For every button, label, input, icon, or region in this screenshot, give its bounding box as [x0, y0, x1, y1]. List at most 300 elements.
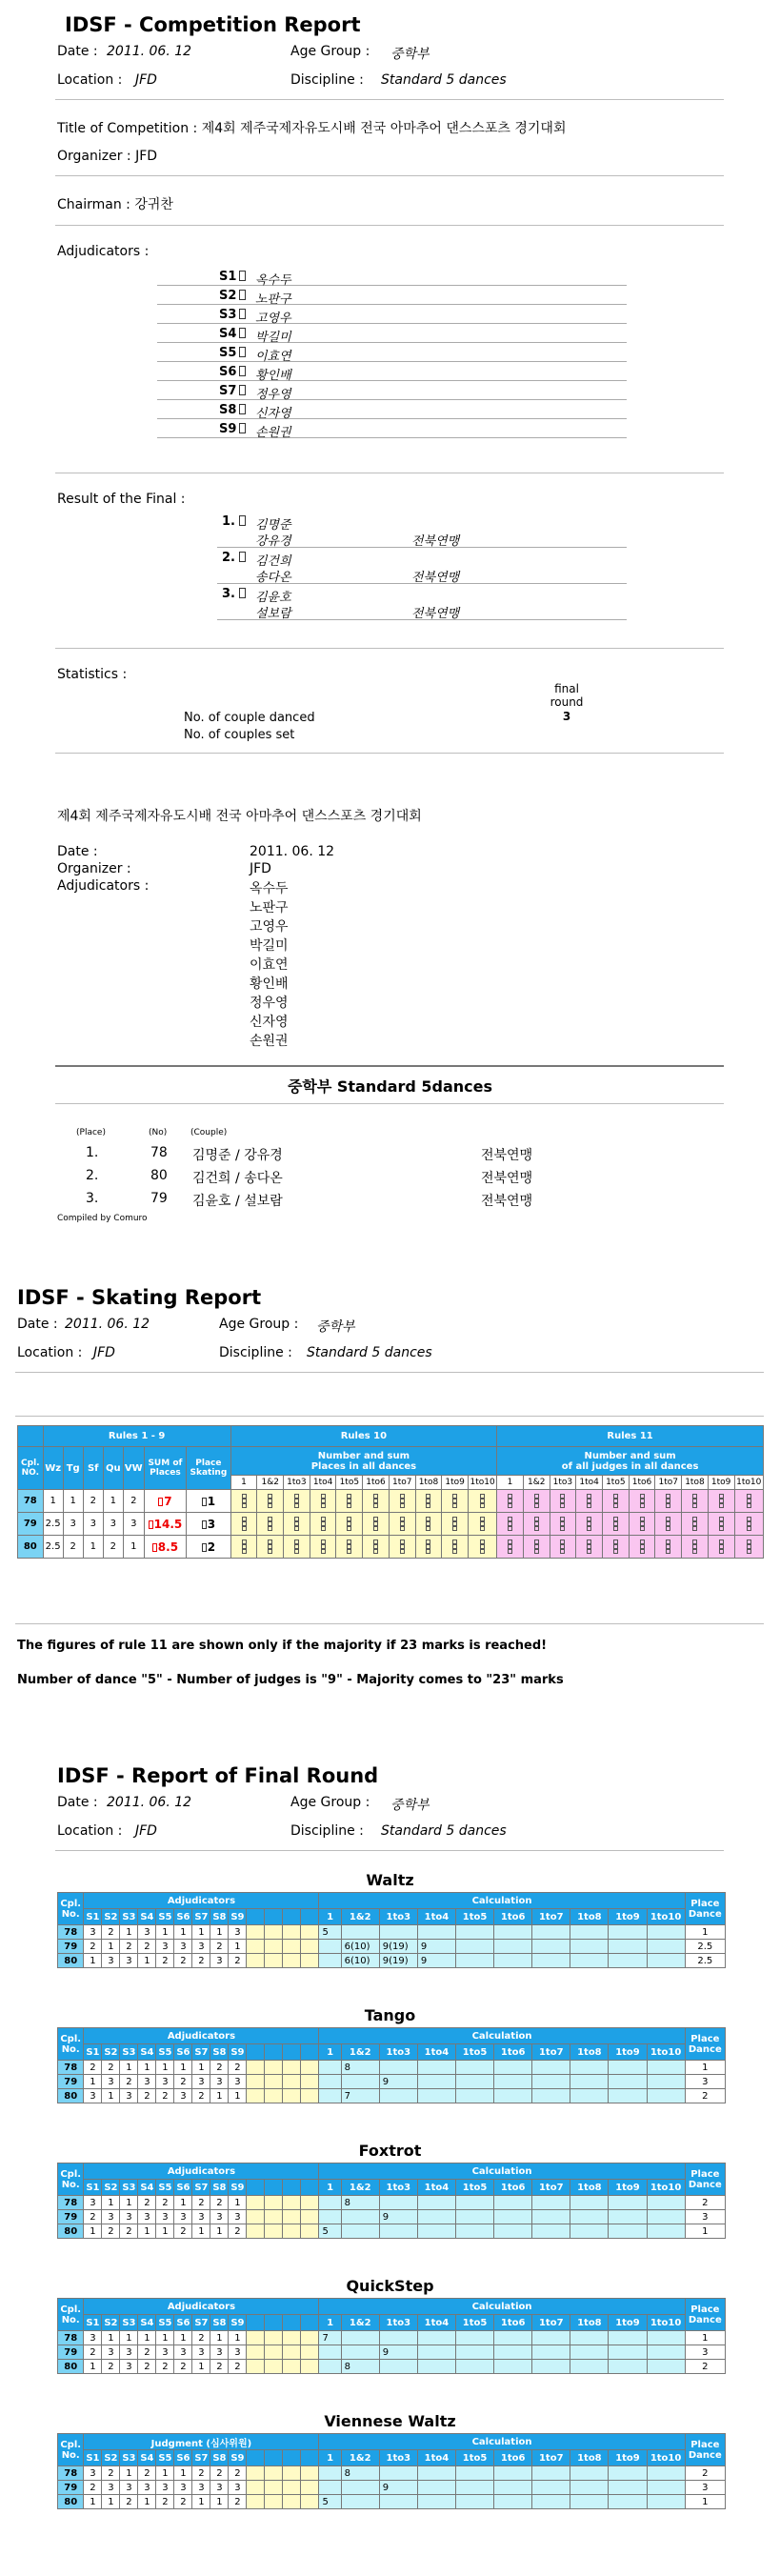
adjudicator-row [157, 327, 627, 343]
table-cell [247, 2331, 265, 2345]
table-cell: VW [123, 1447, 144, 1490]
adjudicator-name: 황인배 [255, 369, 291, 383]
majority-note: Number of dance "5" - Number of judges is "9" - Majority comes to "23" marks [17, 1673, 564, 1687]
table-cell [336, 1490, 363, 1513]
table-cell [570, 1954, 609, 1968]
dance-table [57, 2298, 726, 2374]
adjudicator-code-text: S6 [219, 365, 237, 379]
table-cell [144, 1536, 186, 1559]
table-cell [283, 2360, 301, 2374]
table-cell [647, 2075, 685, 2089]
table-cell [301, 1954, 319, 1968]
table-cell [283, 2061, 301, 2075]
table-cell [682, 1513, 709, 1536]
table-cell: 1to7 [532, 2450, 570, 2466]
placeholder-box-icon [321, 1549, 326, 1554]
table-cell [609, 2089, 647, 2103]
table-row [18, 1490, 764, 1513]
summary-club: 전북연맹 [481, 1194, 533, 1209]
table-cell: 2 [84, 2210, 102, 2224]
table-header-row [58, 2044, 726, 2061]
table-cell: Place Dance [685, 2028, 725, 2061]
adjudicator-code [219, 403, 257, 417]
summary-adjudicators-label: Adjudicators : [57, 878, 150, 894]
adjudicator-code [219, 289, 257, 303]
divider [55, 1850, 724, 1851]
table-cell: 1 [685, 2495, 725, 2509]
table-cell: 2 [685, 2089, 725, 2103]
checkbox-icon [202, 1543, 207, 1552]
table-cell: 2 [210, 2360, 229, 2374]
placeholder-box-icon [373, 1549, 378, 1554]
adjudicator-code [219, 365, 257, 379]
table-cell: 2 [102, 2061, 120, 2075]
table-cell [647, 2360, 685, 2374]
divider [55, 1065, 724, 1067]
table-row [58, 1940, 726, 1954]
table-cell: 1to4 [417, 2450, 455, 2466]
table-cell [247, 2196, 265, 2210]
table-cell: 1to9 [609, 1909, 647, 1925]
table-cell [301, 2481, 319, 2495]
table-cell [247, 2044, 265, 2061]
table-cell: 1 [230, 1476, 257, 1490]
table-cell: 3 [210, 1954, 229, 1968]
table-cell: 1to3 [284, 1476, 310, 1490]
table-cell [265, 2210, 283, 2224]
table-cell: 1to7 [532, 2180, 570, 2196]
table-cell: 1to7 [532, 2315, 570, 2331]
rules10-sub-line: Places in all dances [310, 1460, 417, 1472]
table-cell: 80 [58, 2224, 84, 2239]
table-cell [265, 2061, 283, 2075]
table-cell [609, 2331, 647, 2345]
adjudicator-name: 손원권 [255, 426, 291, 440]
table-cell [379, 2331, 417, 2345]
table-cell: 1to10 [469, 1476, 497, 1490]
summary-event-title: 중학부 Standard 5dances [287, 1077, 493, 1096]
table-cell [532, 2466, 570, 2481]
table-cell: 1 [83, 1536, 103, 1559]
table-cell [319, 2481, 341, 2495]
table-cell [247, 2495, 265, 2509]
rule11-note: The figures of rule 11 are shown only if the majority if 23 marks is reached! [17, 1639, 548, 1653]
table-cell: 2 [174, 2224, 192, 2239]
table-cell [415, 1536, 442, 1559]
table-cell [417, 1925, 455, 1940]
table-cell [301, 2315, 319, 2331]
table-cell: 1 [84, 2495, 102, 2509]
table-cell [301, 2180, 319, 2196]
table-cell: S4 [138, 1909, 156, 1925]
table-cell: Cpl. No. [58, 2299, 84, 2331]
table-cell [609, 2224, 647, 2239]
table-cell: 9 [417, 1940, 455, 1954]
table-cell [570, 2196, 609, 2210]
checkbox-icon [239, 290, 246, 300]
table-cell [494, 2210, 532, 2224]
table-cell: 1to7 [532, 1909, 570, 1925]
table-cell [609, 1940, 647, 1954]
adjudicator-row [157, 346, 627, 362]
table-cell [455, 2331, 493, 2345]
placeholder-box-icon [242, 1526, 247, 1531]
adjudicator-row [157, 403, 627, 419]
table-cell [247, 2180, 265, 2196]
table-cell: 1 [102, 2495, 120, 2509]
table-cell [417, 2210, 455, 2224]
table-cell: 2 [84, 1940, 102, 1954]
adjudicator-name: 옥수두 [255, 273, 291, 288]
table-cell: 1 [63, 1490, 83, 1513]
table-cell [494, 2495, 532, 2509]
table-cell: Cpl. No. [58, 2163, 84, 2196]
table-row [58, 2466, 726, 2481]
table-cell: 5 [319, 2224, 341, 2239]
table-cell: 2 [156, 2360, 174, 2374]
table-cell [609, 1954, 647, 1968]
table-cell [455, 2196, 493, 2210]
discipline-value: Standard 5 dances [381, 72, 507, 88]
table-cell: 9 [379, 2075, 417, 2089]
table-cell: 1 [192, 1925, 210, 1940]
table-cell [417, 2224, 455, 2239]
table-cell [442, 1513, 469, 1536]
table-cell [379, 2224, 417, 2239]
table-cell: 2 [102, 2466, 120, 2481]
table-cell: 2 [210, 1940, 229, 1954]
table-header-row [58, 2315, 726, 2331]
table-cell: Qu [103, 1447, 123, 1490]
table-cell: 1 [319, 2180, 341, 2196]
table-cell [301, 2224, 319, 2239]
dance-title: Foxtrot [358, 2142, 422, 2160]
divider [15, 1623, 764, 1624]
table-cell [532, 2196, 570, 2210]
organizer-row [57, 149, 157, 164]
competition-title-label: Title of Competition : [57, 121, 198, 136]
table-cell: S3 [120, 2180, 138, 2196]
table-cell [247, 2210, 265, 2224]
table-cell: 1to8 [570, 2315, 609, 2331]
table-cell: 1to4 [417, 2315, 455, 2331]
table-cell: 1to10 [647, 1909, 685, 1925]
table-cell [265, 1954, 283, 1968]
placeholder-box-icon [242, 1503, 247, 1508]
table-cell: 1 [319, 1909, 341, 1925]
placeholder-box-icon [400, 1549, 405, 1554]
table-cell: S5 [156, 1909, 174, 1925]
checkbox-icon [239, 309, 246, 319]
table-cell: 3 [120, 2089, 138, 2103]
table-cell: 1to5 [455, 1909, 493, 1925]
placeholder-box-icon [587, 1549, 591, 1554]
table-cell: S3 [120, 2315, 138, 2331]
placeholder-box-icon [426, 1549, 430, 1554]
table-cell [319, 1940, 341, 1954]
table-cell [283, 1954, 301, 1968]
table-cell: 3 [102, 1954, 120, 1968]
col-couple-header: (Couple) [190, 1128, 228, 1137]
table-cell: S2 [102, 2180, 120, 2196]
result-club: 전북연맹 [411, 571, 460, 585]
table-cell: Calculation [319, 2163, 685, 2180]
table-cell: 1to7 [655, 1476, 682, 1490]
table-cell: 1&2 [341, 1909, 379, 1925]
adjudicator-row [157, 365, 627, 381]
table-cell: 6(10) [341, 1954, 379, 1968]
table-cell [341, 2075, 379, 2089]
adjudicator-code-text: S1 [219, 270, 237, 284]
table-cell: S9 [229, 1909, 247, 1925]
rules10-sub-line: Number and sum [317, 1450, 410, 1461]
table-cell: 80 [58, 2089, 84, 2103]
table-cell: 78 [58, 2466, 84, 2481]
table-cell [455, 2224, 493, 2239]
table-cell: 1to8 [682, 1476, 709, 1490]
table-cell: 1 [319, 2044, 341, 2061]
adjudicator-name: 이효연 [255, 350, 291, 364]
table-header-row [58, 2163, 726, 2180]
table-cell [494, 1954, 532, 1968]
table-header-row [58, 1909, 726, 1925]
table-cell: 1 [84, 2224, 102, 2239]
table-cell [319, 2210, 341, 2224]
table-cell: 2 [229, 2061, 247, 2075]
dance-table [57, 1892, 726, 1968]
summary-couple: 김윤호 / 설보람 [192, 1194, 283, 1209]
stat-header-round: round [550, 695, 584, 709]
table-cell: 2 [120, 2495, 138, 2509]
table-cell: 2 [210, 2196, 229, 2210]
location-value: JFD [135, 72, 157, 88]
table-row [58, 2075, 726, 2089]
checkbox-icon [239, 385, 246, 395]
divider [217, 619, 627, 620]
checkbox-icon [239, 366, 246, 376]
table-cell [455, 2481, 493, 2495]
table-cell: 80 [58, 1954, 84, 1968]
result-follower: 송다온 [255, 571, 291, 585]
adjudicator-code [219, 327, 257, 341]
table-cell [647, 2331, 685, 2345]
table-cell [301, 2345, 319, 2360]
table-cell [570, 2481, 609, 2495]
table-cell [283, 2466, 301, 2481]
placeholder-box-icon [613, 1503, 618, 1508]
table-cell: 1 [138, 1954, 156, 1968]
table-cell [265, 2481, 283, 2495]
discipline-label: Discipline : [290, 72, 364, 88]
table-cell: 79 [58, 1940, 84, 1954]
table-cell: 2 [174, 2360, 192, 2374]
table-cell [455, 1954, 493, 1968]
table-cell: S2 [102, 2315, 120, 2331]
table-cell: Tg [63, 1447, 83, 1490]
rules11-sub-line: of all judges in all dances [561, 1460, 699, 1472]
table-cell: S5 [156, 2315, 174, 2331]
table-cell [301, 2075, 319, 2089]
table-cell [417, 2089, 455, 2103]
sk-age-value: 중학부 [316, 1319, 355, 1335]
table-cell [576, 1490, 603, 1513]
table-cell [301, 2210, 319, 2224]
table-cell [602, 1490, 629, 1513]
table-cell: 3 [63, 1513, 83, 1536]
table-cell: 1 [174, 1925, 192, 1940]
table-cell: 1 [138, 2495, 156, 2509]
table-cell: 3 [102, 2481, 120, 2495]
placeholder-box-icon [452, 1503, 457, 1508]
table-cell: S9 [229, 2044, 247, 2061]
table-cell: 2 [84, 2345, 102, 2360]
table-cell: 2 [156, 1954, 174, 1968]
couples-danced-label: No. of couple danced [184, 711, 315, 725]
table-cell: 1to5 [336, 1476, 363, 1490]
placeholder-box-icon [587, 1526, 591, 1531]
table-cell [284, 1490, 310, 1513]
table-cell: 1to6 [363, 1476, 390, 1490]
table-cell: 2 [685, 2466, 725, 2481]
table-cell [734, 1490, 764, 1513]
table-cell: 1to8 [415, 1476, 442, 1490]
table-cell: 1to5 [455, 2450, 493, 2466]
table-cell: S7 [192, 2180, 210, 2196]
table-cell: 1 [319, 2315, 341, 2331]
table-cell: 3 [210, 2075, 229, 2089]
table-cell [415, 1513, 442, 1536]
summary-adjudicator-name: 옥수두 [250, 881, 289, 896]
table-cell [609, 2075, 647, 2089]
table-cell [655, 1490, 682, 1513]
table-cell [319, 2360, 341, 2374]
table-cell: 1 [138, 2224, 156, 2239]
table-cell [247, 2315, 265, 2331]
table-cell: 2 [156, 2196, 174, 2210]
fr-age-value: 중학부 [390, 1798, 430, 1813]
table-cell [283, 2196, 301, 2210]
placeholder-box-icon [640, 1549, 645, 1554]
table-cell: 1to8 [570, 1909, 609, 1925]
table-cell [497, 1513, 524, 1536]
dance-title: Viennese Waltz [324, 2412, 456, 2430]
place-skating: 1 [207, 1494, 216, 1508]
table-cell [283, 1940, 301, 1954]
date-value: 2011. 06. 12 [107, 44, 192, 59]
table-cell: 1to10 [647, 2450, 685, 2466]
table-cell [341, 2210, 379, 2224]
table-cell [247, 2061, 265, 2075]
result-place [222, 551, 249, 565]
table-cell: 1to6 [494, 2180, 532, 2196]
placeholder-box-icon [321, 1526, 326, 1531]
table-cell: 1&2 [341, 2180, 379, 2196]
table-cell [609, 2210, 647, 2224]
fr-date-label: Date : [57, 1795, 98, 1810]
table-cell [265, 2360, 283, 2374]
table-cell [532, 2495, 570, 2509]
adjudicator-row [157, 270, 627, 286]
table-cell: S4 [138, 2315, 156, 2331]
table-cell: 3 [156, 2210, 174, 2224]
table-cell: 2 [156, 2089, 174, 2103]
checkbox-icon [202, 1498, 207, 1506]
table-cell [550, 1490, 576, 1513]
placeholder-box-icon [560, 1526, 565, 1531]
table-cell: 8 [341, 2360, 379, 2374]
table-cell: 2 [102, 2224, 120, 2239]
table-cell [319, 2196, 341, 2210]
table-cell [708, 1490, 734, 1513]
table-cell [494, 1925, 532, 1940]
placeholder-box-icon [426, 1526, 430, 1531]
place-skating: 3 [207, 1517, 216, 1531]
table-cell [417, 2061, 455, 2075]
summary-number: 80 [150, 1168, 168, 1183]
divider [55, 175, 724, 176]
table-cell: 1 [497, 1476, 524, 1490]
table-cell: 2.5 [43, 1513, 63, 1536]
divider [217, 547, 627, 548]
table-cell [283, 1925, 301, 1940]
table-cell: 1&2 [523, 1476, 550, 1490]
table-cell [247, 2224, 265, 2239]
table-cell [230, 1536, 257, 1559]
table-cell: 3 [229, 2481, 247, 2495]
placeholder-box-icon [508, 1549, 512, 1554]
table-row [58, 2345, 726, 2360]
table-cell: SUM of Places [144, 1447, 186, 1490]
table-cell: 3 [156, 1940, 174, 1954]
table-cell: S4 [138, 2180, 156, 2196]
skating-report-title: IDSF - Skating Report [17, 1286, 262, 1309]
summary-adjudicator-name: 박길미 [250, 938, 289, 954]
table-cell: 2 [102, 2360, 120, 2374]
summary-club: 전북연맹 [481, 1148, 533, 1163]
table-cell: S7 [192, 2044, 210, 2061]
table-cell [230, 1513, 257, 1536]
table-cell: 2 [174, 2075, 192, 2089]
table-cell: S9 [229, 2315, 247, 2331]
table-cell: Adjudicators [84, 1893, 319, 1909]
table-cell: 2 [120, 2075, 138, 2089]
result-place-text: 2. [222, 551, 235, 565]
table-cell [647, 1925, 685, 1940]
result-club: 전북연맹 [411, 534, 460, 549]
table-cell [494, 1940, 532, 1954]
table-cell: 3 [210, 2210, 229, 2224]
table-cell: 1to9 [609, 2315, 647, 2331]
table-cell [341, 1925, 379, 1940]
adjudicator-code-text: S4 [219, 327, 237, 341]
table-cell: 1 [102, 2331, 120, 2345]
table-cell: 1 [123, 1536, 144, 1559]
table-cell: S1 [84, 2044, 102, 2061]
table-cell: 1 [229, 2196, 247, 2210]
result-follower: 강유경 [255, 534, 291, 549]
divider [15, 1416, 764, 1417]
placeholder-box-icon [373, 1503, 378, 1508]
table-cell [647, 2196, 685, 2210]
table-cell [442, 1536, 469, 1559]
table-cell [576, 1513, 603, 1536]
table-cell: S9 [229, 2450, 247, 2466]
divider [217, 583, 627, 584]
table-cell [247, 1909, 265, 1925]
table-cell [442, 1490, 469, 1513]
table-cell [523, 1490, 550, 1513]
table-cell: Calculation [319, 2434, 685, 2450]
